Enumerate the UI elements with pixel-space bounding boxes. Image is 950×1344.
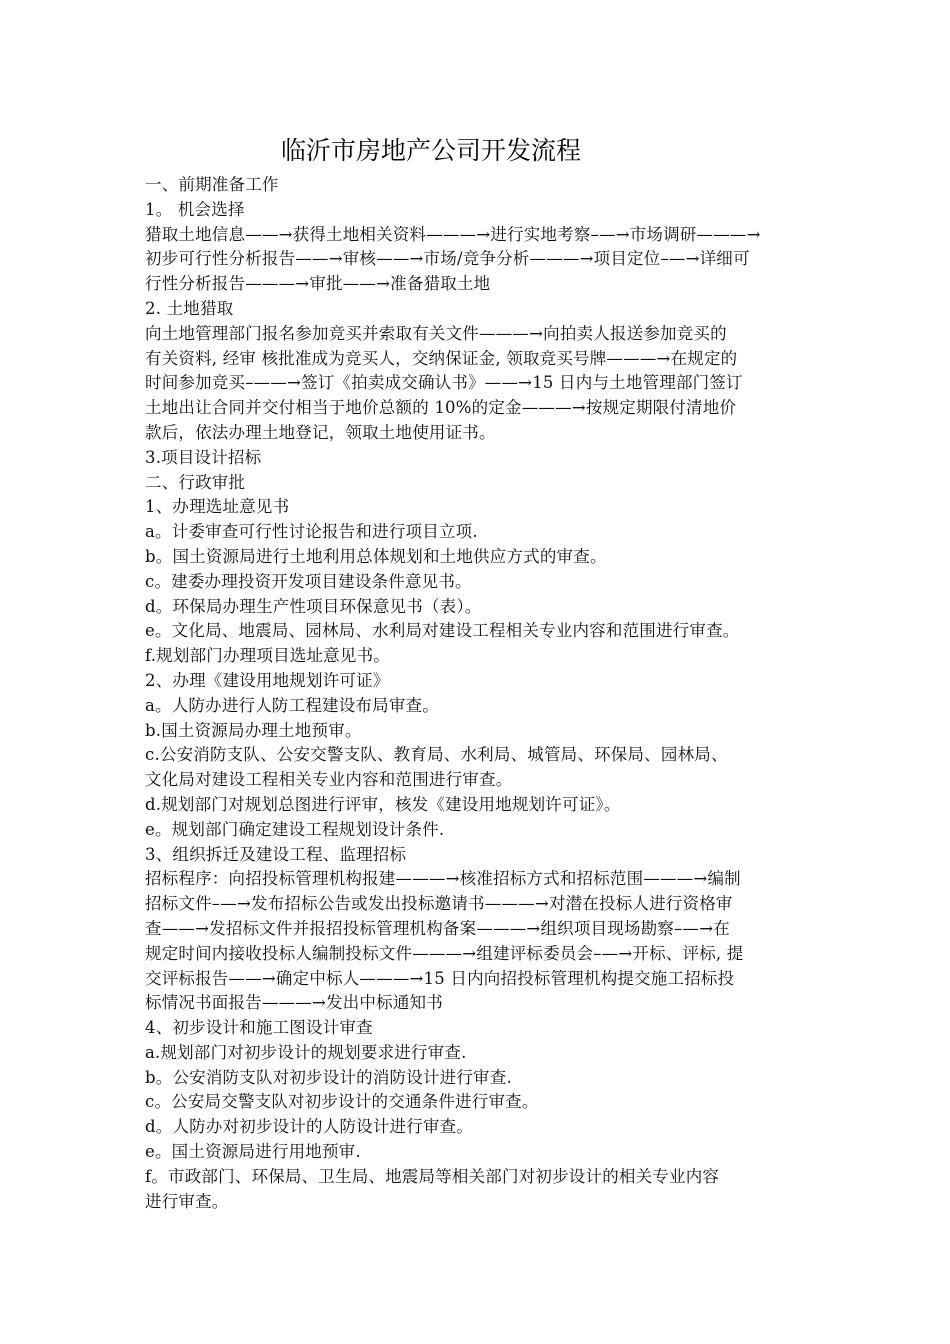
paragraph-line: 向土地管理部门报名参加竞买并索取有关文件———→向拍卖人报送参加竞买的 [145, 323, 727, 343]
paragraph-line: 有关资料, 经审 核批准成为竞买人，交纳保证金, 领取竞买号牌———→在规定的 [145, 348, 738, 368]
subsection-heading: 3、组织拆迁及建设工程、监理招标 [145, 844, 407, 864]
list-item: c。建委办理投资开发项目建设条件意见书。 [145, 571, 472, 591]
paragraph-line: 时间参加竞买–——→签订《拍卖成交确认书》——→15 日内与土地管理部门签订 [145, 373, 743, 393]
paragraph-line: 规定时间内接收投标人编制投标文件———→组建评标委员会–—→开标、评标, 提 [145, 943, 744, 963]
section-heading: 一、前期准备工作 [145, 175, 279, 194]
paragraph-line: 初步可行性分析报告——→审核——→市场/竞争分析———→项目定位–—→详细可 [145, 249, 750, 269]
document-body [145, 173, 835, 1214]
subsection-heading: 2. 土地猎取 [145, 298, 234, 318]
list-item: a.规划部门对初步设计的规划要求进行审查. [145, 1042, 467, 1062]
list-item: e。文化局、地震局、园林局、水利局对建设工程相关专业内容和范围进行审查。 [145, 621, 740, 641]
paragraph-line: 标情况书面报告———→发出中标通知书 [145, 993, 443, 1013]
list-item: f。市政部门、环保局、卫生局、地震局等相关部门对初步设计的相关专业内容 [145, 1166, 720, 1186]
list-item: f.规划部门办理项目选址意见书。 [145, 646, 390, 666]
list-item: c。公安局交警支队对初步设计的交通条件进行审查。 [145, 1092, 539, 1112]
paragraph-line: 查——→发招标文件并报招投标管理机构备案———→组织项目现场勘察–—→在 [145, 918, 730, 938]
section-heading: 二、行政审批 [145, 472, 246, 492]
paragraph-line: 猎取土地信息——→获得土地相关资料———→进行实地考察–—→市场调研———→ [145, 224, 761, 244]
list-item: a。人防办进行人防工程建设布局审查。 [145, 695, 439, 715]
subsection-heading: 1、办理选址意见书 [145, 497, 290, 517]
list-item: 文化局对建设工程相关专业内容和范围进行审查。 [145, 770, 513, 790]
subsection-heading: 1。 机会选择 [145, 199, 245, 219]
list-item: b.国土资源局办理土地预审。 [145, 720, 362, 740]
paragraph-line: 土地出让合同并交付相当于地价总额的 10%的定金———→按规定期限付清地价 [145, 398, 737, 418]
list-item: d。人防办对初步设计的人防设计进行审查。 [145, 1117, 474, 1137]
list-item: d.规划部门对规划总图进行评审，核发《建设用地规划许可证》。 [145, 794, 621, 814]
paragraph-line: 招标程序：向招投标管理机构报建———→核准招标方式和招标范围———→编制 [145, 869, 741, 889]
paragraph-line: 行性分析报告———→审批——→准备猎取土地 [145, 274, 491, 294]
list-item: d。环保局办理生产性项目环保意见书（表）。 [145, 596, 482, 616]
subsection-heading: 4、初步设计和施工图设计审查 [145, 1018, 373, 1038]
list-item: e。国土资源局进行用地预审. [145, 1142, 361, 1162]
paragraph-line: 款后，依法办理土地登记，领取土地使用证书。 [145, 422, 496, 442]
list-item: b。国土资源局进行土地利用总体规划和土地供应方式的审查。 [145, 546, 607, 566]
subsection-heading: 2、办理《建设用地规划许可证》 [145, 670, 390, 690]
paragraph-line: 招标文件–—→发布招标公告或发出投标邀请书———→对潜在投标人进行资格审 [145, 894, 733, 914]
list-item: c.公安消防支队、公安交警支队、教育局、水利局、城管局、环保局、园林局、 [145, 745, 728, 765]
paragraph-line: 交评标报告——→确定中标人———→15 日内向招投标管理机构提交施工招标投 [145, 968, 735, 988]
list-item: e。规划部门确定建设工程规划设计条件. [145, 819, 445, 839]
document-title: 临沂市房地产公司开发流程 [280, 136, 581, 165]
list-item: 进行审查。 [145, 1191, 229, 1211]
list-item: a。计委审查可行性讨论报告和进行项目立项. [145, 522, 478, 542]
subsection-heading: 3.项目设计招标 [145, 447, 262, 467]
list-item: b。公安消防支队对初步设计的消防设计进行审查. [145, 1067, 512, 1087]
